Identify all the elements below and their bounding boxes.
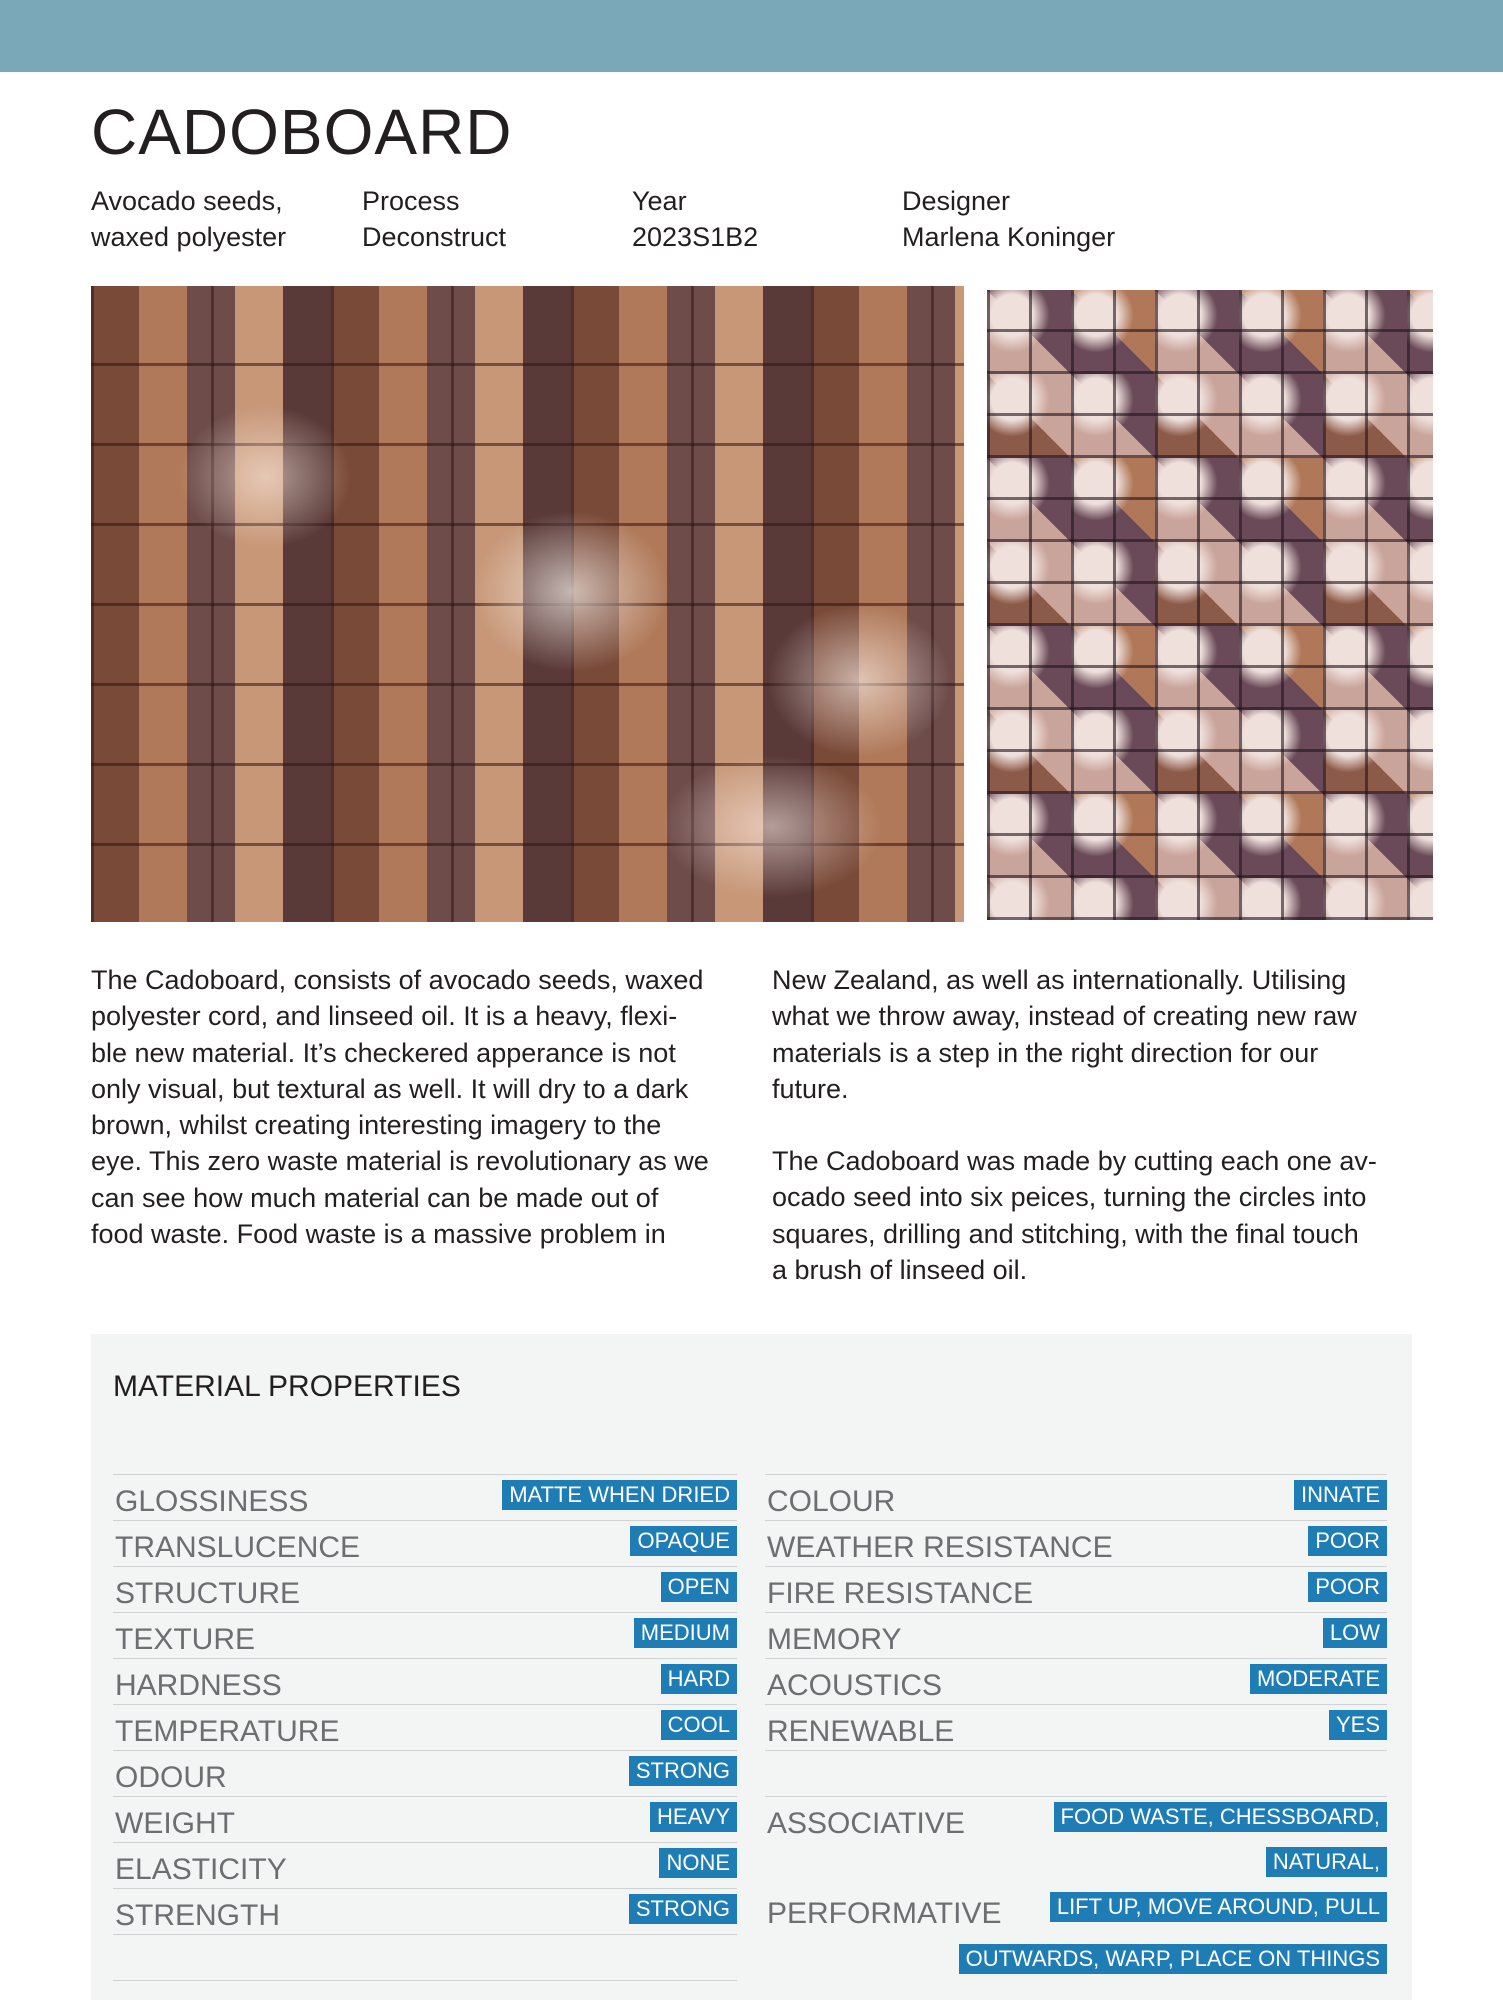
property-value-badge: POOR xyxy=(1308,1572,1387,1602)
property-label: WEATHER RESISTANCE xyxy=(767,1531,1113,1564)
property-value-badge: LIFT UP, MOVE AROUND, PULL xyxy=(1050,1892,1387,1922)
property-value-badge: NONE xyxy=(659,1848,737,1878)
description-line: The Cadoboard, consists of avocado seeds, waxed xyxy=(91,965,704,995)
property-row-blank xyxy=(765,1750,1387,1796)
property-value-badge: MATTE WHEN DRIED xyxy=(502,1480,737,1510)
description-line: brown, whilst creating interesting imagery to the xyxy=(91,1110,662,1141)
property-row-elasticity xyxy=(113,1842,737,1888)
year-label: Year xyxy=(632,186,687,216)
property-value-badge: OPEN xyxy=(661,1572,737,1602)
property-label: TEMPERATURE xyxy=(115,1715,340,1748)
description-line: only visual, but textural as well. It will dry to a dark xyxy=(91,1073,689,1104)
description-line: ble new material. It’s checkered apperance is not xyxy=(91,1037,676,1068)
property-row-associative-cont xyxy=(765,1842,1387,1887)
property-row-weather-resistance xyxy=(765,1520,1387,1566)
property-value-badge: OUTWARDS, WARP, PLACE ON THINGS xyxy=(959,1944,1387,1974)
description-line: future. xyxy=(772,1073,849,1104)
property-row-temperature xyxy=(113,1704,737,1750)
property-row-memory xyxy=(765,1612,1387,1658)
property-label: COLOUR xyxy=(767,1485,896,1518)
property-row-fire-resistance xyxy=(765,1566,1387,1612)
property-value-badge: OPAQUE xyxy=(630,1526,737,1556)
properties-title: MATERIAL PROPERTIES xyxy=(113,1370,461,1403)
property-row-strength xyxy=(113,1888,737,1934)
designer-label: Designer xyxy=(902,186,1011,216)
property-label: RENEWABLE xyxy=(767,1715,955,1748)
description-right xyxy=(772,962,1432,1288)
designer-value: Marlena Koninger xyxy=(902,222,1116,252)
description-line: The Cadoboard was made by cutting each one av- xyxy=(772,1146,1377,1177)
description-line: can see how much material can be made out of xyxy=(91,1182,659,1213)
description-line: materials is a step in the right direction for our xyxy=(772,1037,1319,1068)
property-value-badge: HEAVY xyxy=(650,1802,737,1832)
property-row-performative xyxy=(765,1887,1387,1932)
property-label: STRUCTURE xyxy=(115,1577,300,1610)
property-label: PERFORMATIVE xyxy=(767,1897,1002,1930)
property-row-spacer xyxy=(113,1934,737,1980)
property-label: ACOUSTICS xyxy=(767,1669,943,1702)
property-value-badge: HARD xyxy=(661,1664,737,1694)
property-label: HARDNESS xyxy=(115,1669,282,1702)
description-line: New Zealand, as well as internationally. Utilising xyxy=(772,965,1347,995)
description-line: food waste. Food waste is a massive problem in xyxy=(91,1219,666,1250)
description-line: a brush of linseed oil. xyxy=(772,1255,1028,1286)
property-value-badge: LOW xyxy=(1323,1618,1387,1648)
property-row-weight xyxy=(113,1796,737,1842)
properties-right-column xyxy=(765,1474,1387,1984)
property-row-structure xyxy=(113,1566,737,1612)
property-value-badge: MODERATE xyxy=(1250,1664,1387,1694)
property-label: TEXTURE xyxy=(115,1623,256,1656)
property-row-glossiness xyxy=(113,1474,737,1520)
property-row-translucence xyxy=(113,1520,737,1566)
process-value: Deconstruct xyxy=(362,222,507,252)
material-photo-overview xyxy=(987,290,1433,920)
property-row-renewable xyxy=(765,1704,1387,1750)
properties-left-column xyxy=(113,1474,737,1982)
description-line: polyester cord, and linseed oil. It is a heavy, flexi- xyxy=(91,1001,678,1032)
property-row-texture xyxy=(113,1612,737,1658)
material-photo-closeup xyxy=(91,286,964,922)
property-label: MEMORY xyxy=(767,1623,902,1656)
description-left xyxy=(91,962,741,1252)
property-label: ODOUR xyxy=(115,1761,227,1794)
materials-line-2: waxed polyester xyxy=(91,222,287,252)
property-label: GLOSSINESS xyxy=(115,1485,309,1518)
property-label: WEIGHT xyxy=(115,1807,235,1840)
property-value-badge: STRONG xyxy=(629,1756,737,1786)
process-meta xyxy=(362,183,506,255)
property-value-badge: COOL xyxy=(661,1710,737,1740)
property-row-hardness xyxy=(113,1658,737,1704)
designer-meta xyxy=(902,183,1115,255)
property-label: ELASTICITY xyxy=(115,1853,287,1886)
property-label: STRENGTH xyxy=(115,1899,280,1932)
property-label: TRANSLUCENCE xyxy=(115,1531,361,1564)
property-label: FIRE RESISTANCE xyxy=(767,1577,1034,1610)
process-label: Process xyxy=(362,186,460,216)
property-value-badge: NATURAL, xyxy=(1266,1847,1387,1877)
property-value-badge: FOOD WASTE, CHESSBOARD, xyxy=(1054,1802,1387,1832)
property-value-badge: MEDIUM xyxy=(634,1618,737,1648)
property-row-odour xyxy=(113,1750,737,1796)
description-line: eye. This zero waste material is revolutionary as we xyxy=(91,1146,709,1177)
description-line: squares, drilling and stitching, with the final touch xyxy=(772,1218,1359,1249)
property-row-acoustics xyxy=(765,1658,1387,1704)
description-line: ocado seed into six peices, turning the circles into xyxy=(772,1182,1367,1213)
top-banner xyxy=(0,0,1503,72)
property-value-badge: INNATE xyxy=(1294,1480,1387,1510)
materials-line-1: Avocado seeds, xyxy=(91,186,283,216)
property-row-performative-cont xyxy=(765,1932,1387,1984)
year-value: 2023S1B2 xyxy=(632,222,759,252)
property-row-colour xyxy=(765,1474,1387,1520)
property-row-divider xyxy=(113,1980,737,1982)
property-value-badge: YES xyxy=(1329,1710,1387,1740)
property-row-associative xyxy=(765,1796,1387,1842)
materials-meta xyxy=(91,183,286,255)
year-meta xyxy=(632,183,758,255)
description-line: what we throw away, instead of creating new raw xyxy=(772,1001,1357,1032)
property-value-badge: STRONG xyxy=(629,1894,737,1924)
property-label: ASSOCIATIVE xyxy=(767,1807,965,1840)
material-properties-panel xyxy=(91,1334,1412,2000)
property-value-badge: POOR xyxy=(1308,1526,1387,1556)
page-title: CADOBOARD xyxy=(91,96,513,168)
